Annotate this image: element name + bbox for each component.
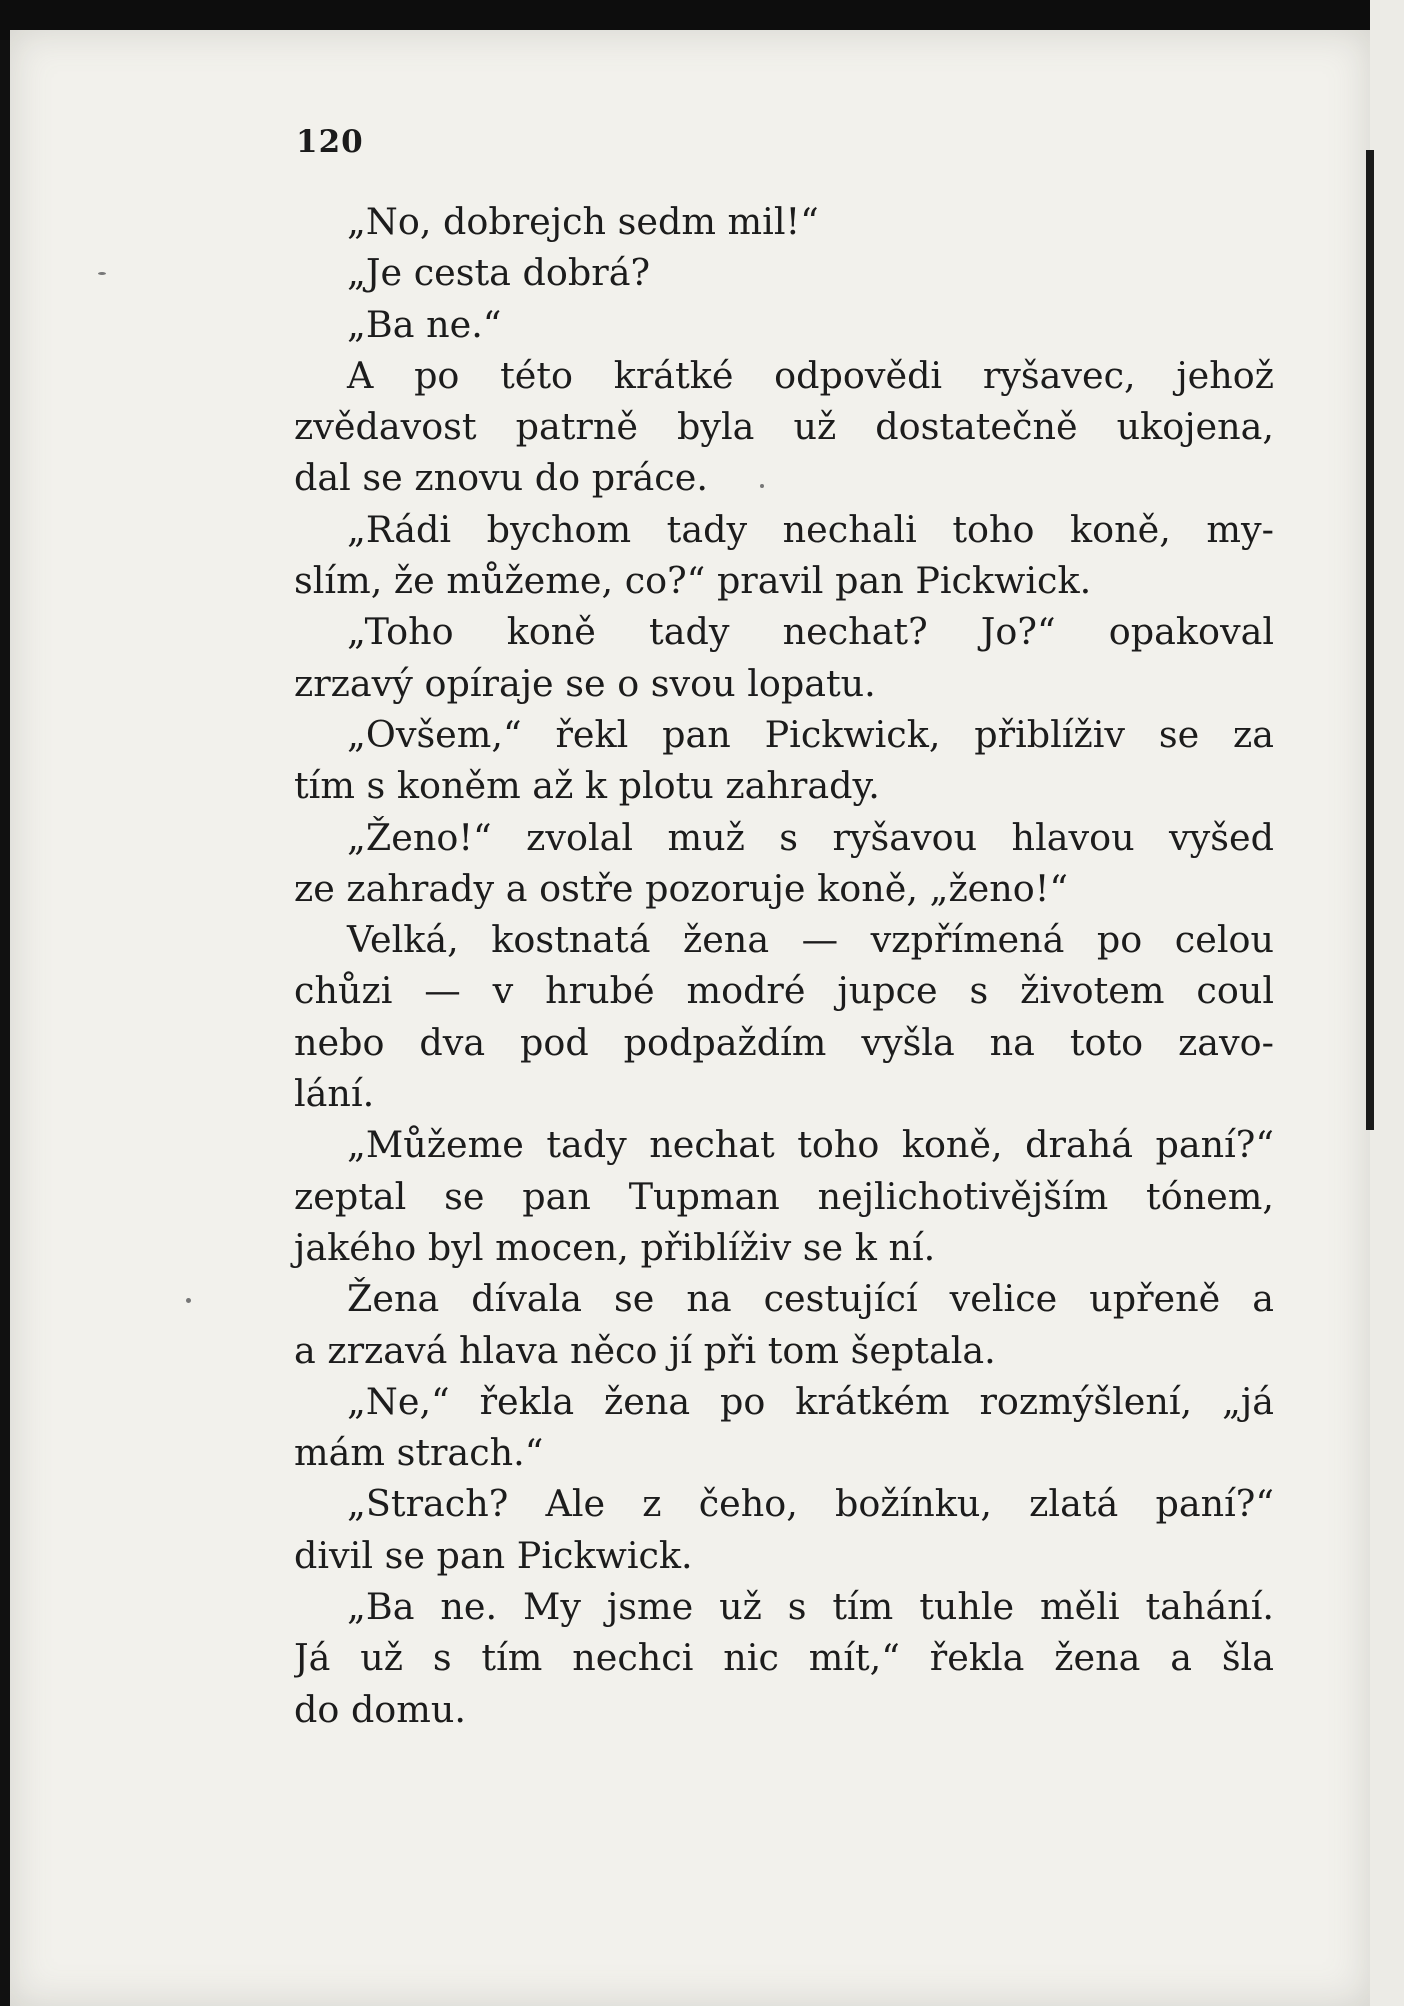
text-line: a zrzavá hlava něco jí při tom šeptala. — [294, 1328, 996, 1372]
text-line: Velká, kostnatá žena — vzpřímená po celou — [347, 918, 1274, 962]
text-line: tím s koněm až k plotu zahrady. — [294, 764, 880, 808]
paper-speck — [98, 272, 106, 275]
text-line: „Je cesta dobrá? — [347, 251, 651, 295]
text-line: Já už s tím nechci nic mít,“ řekla žena a šla — [294, 1636, 1274, 1680]
text-line: divil se pan Pickwick. — [294, 1533, 693, 1577]
text-line: dal se znovu do práce. — [294, 456, 708, 500]
text-line: „Ženo!“ zvolal muž s ryšavou hlavou vyšed — [347, 815, 1274, 859]
text-line: do domu. — [294, 1687, 467, 1731]
text-line: slím, že můžeme, co?“ pravil pan Pickwick. — [294, 559, 1092, 603]
page-edge-shadow — [1366, 150, 1374, 1130]
text-line: zrzavý opíraje se o svou lopatu. — [294, 661, 876, 705]
text-line: Žena dívala se na cestující velice upřeně a — [347, 1277, 1274, 1321]
text-line: „Ba ne. My jsme už s tím tuhle měli tahání. — [347, 1585, 1274, 1629]
text-line: „Toho koně tady nechat? Jo?“ opakoval — [347, 610, 1274, 654]
paper-speck — [186, 1298, 191, 1303]
text-line: chůzi — v hrubé modré jupce s životem coul — [294, 969, 1274, 1013]
text-line: zvědavost patrně byla už dostatečně ukojena, — [294, 405, 1274, 449]
page-number: 120 — [296, 124, 364, 160]
body-text — [294, 196, 1274, 1735]
text-line: „No, dobrejch sedm mil!“ — [347, 200, 819, 243]
text-line: mám strach.“ — [294, 1431, 544, 1475]
text-line: A po této krátké odpovědi ryšavec, jehož — [347, 353, 1274, 397]
scan-border-right — [1370, 0, 1404, 2006]
text-line: zeptal se pan Tupman nejlichotivějším tónem, — [294, 1174, 1274, 1218]
text-line: nebo dva pod podpaždím vyšla na toto zavo- — [294, 1020, 1274, 1064]
text-line: „Ne,“ řekla žena po krátkém rozmýšlení, „já — [347, 1379, 1274, 1423]
text-line: „Můžeme tady nechat toho koně, drahá paní?“ — [347, 1123, 1274, 1167]
text-line: „Rádi bychom tady nechali toho koně, my- — [347, 507, 1274, 551]
text-line: „Strach? Ale z čeho, božínku, zlatá paní?“ — [347, 1482, 1274, 1526]
text-line: ze zahrady a ostře pozoruje koně, „ženo!“ — [294, 866, 1069, 910]
text-line: lání. — [294, 1072, 375, 1116]
text-line: jakého byl mocen, přiblíživ se k ní. — [294, 1225, 936, 1269]
text-line: „Ovšem,“ řekl pan Pickwick, přiblíživ se za — [347, 712, 1274, 756]
text-line: „Ba ne.“ — [347, 302, 502, 346]
